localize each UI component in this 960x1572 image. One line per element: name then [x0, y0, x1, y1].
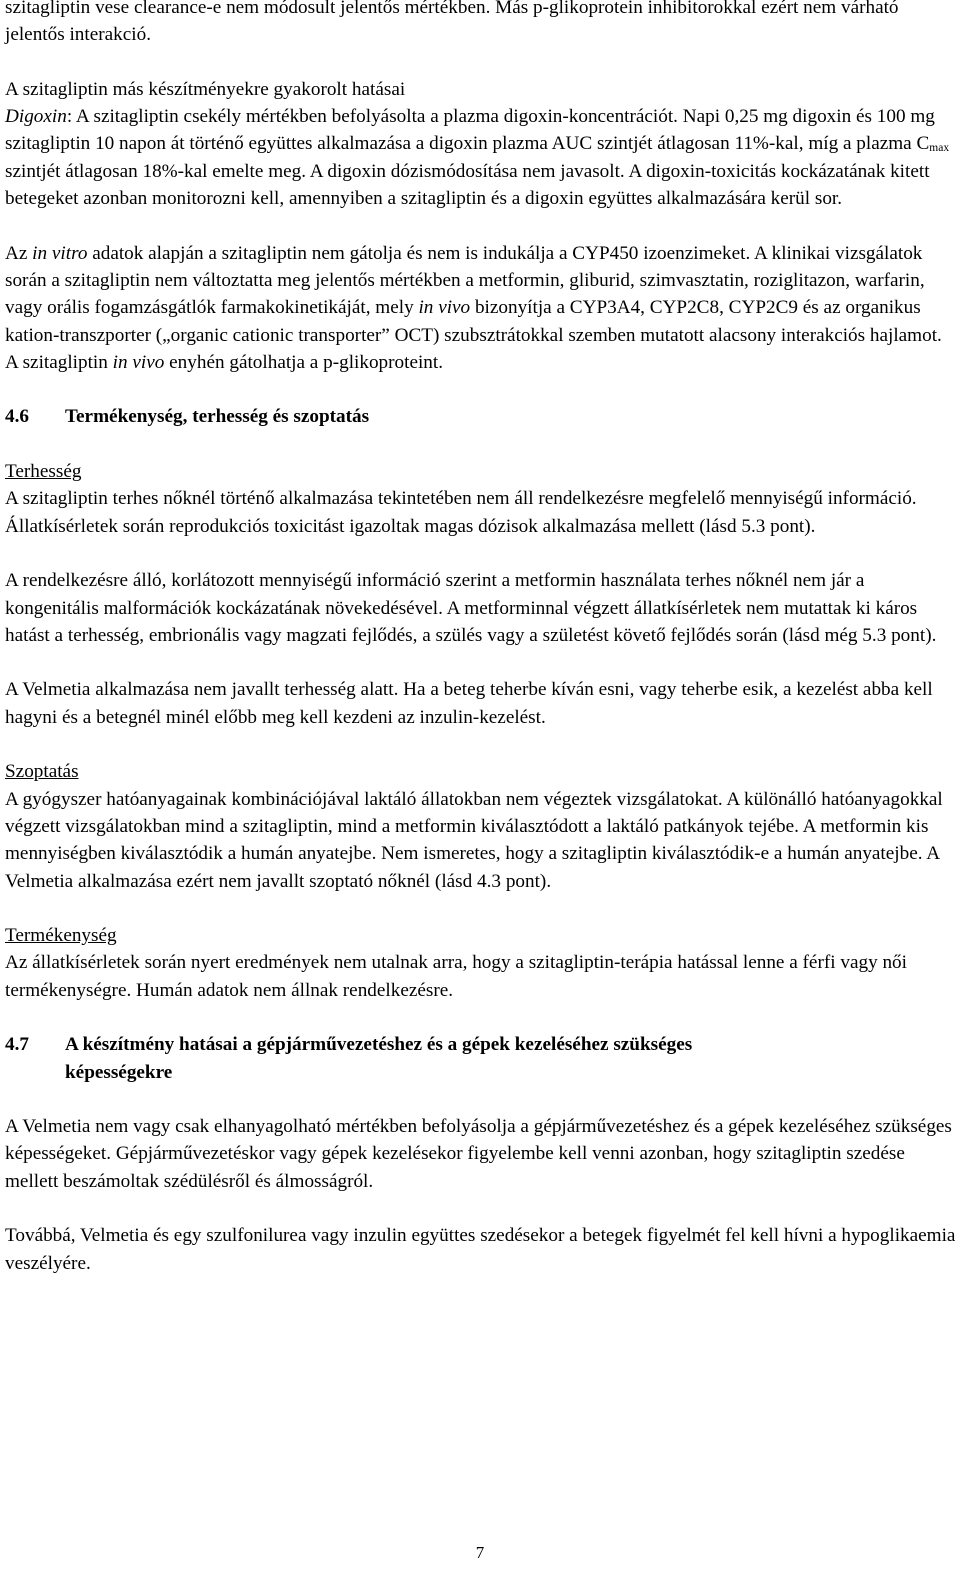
subheading-breastfeeding: Szoptatás [5, 761, 79, 783]
paragraph-pregnancy-1: A szitagliptin terhes nőknél történő alkalmazása tekintetében nem áll rendelkezésre megfelelő mennyiségű információ. Állatkísérletek során reprodukciós toxicitást igazoltak magas dózisok alkalmazása mellett (lásd 5.3 pont). [5, 488, 917, 537]
digoxin-label: Digoxin [5, 106, 67, 128]
invitro-g: enyhén gátolhatja a p-glikoproteint. [164, 351, 444, 373]
cmax-subscript: max [929, 142, 950, 155]
invitro-d: in vivo [418, 297, 471, 319]
section-number-4-7: 4.7 [5, 1034, 29, 1056]
page-number: 7 [475, 1543, 485, 1562]
section-heading-4-6 [5, 403, 957, 430]
paragraph-invitro [5, 240, 957, 376]
invitro-c: adatok alapján a szitagliptin nem gátolja és nem is indukálja a CYP450 izoenzimeket. A klinikai vizsgálatok során a szitagliptin nem változtatta meg jelentős mértékben a metformin, gliburid, szimvasztatin, roziglitazon, warfarin, vagy orális fogamzásgátlók farmakokinetikáját, mely [5, 242, 925, 319]
paragraph-driving-2: Továbbá, Velmetia és egy szulfonilurea vagy inzulin együttes szedésekor a betegek figyelmét fel kell hívni a hypoglikaemia veszélyére. [5, 1225, 956, 1274]
section-title-4-7-line2: képességekre [65, 1061, 173, 1083]
paragraph-pregnancy-2: A rendelkezésre álló, korlátozott mennyiségű információ szerint a metformin használata terhes nőknél nem jár a kongenitális malformációk kockázatának növekedésével. A metforminnal végzett állatkísérletek nem mutattak ki káros hatást a terhesség, embrionális vagy magzati fejlődés, a szülés vagy a születést követő fejlődés során (lásd még 5.3 pont). [5, 570, 937, 646]
paragraph-fertility: Az állatkísérletek során nyert eredmények nem utalnak arra, hogy a szitagliptin-terápia hatással lenne a férfi vagy női termékenységre. Humán adatok nem állnak rendelkezésre. [5, 952, 907, 1001]
section-title-4-7-line1: A készítmény hatásai a gépjárművezetéshez és a gépek kezeléséhez szükséges [65, 1034, 693, 1056]
digoxin-text-2: szintjét átlagosan 18%-kal emelte meg. A digoxin dózismódosítása nem javasolt. A digoxin-toxicitás kockázatának kitett betegeket azonban monitorozni kell, amennyiben a szitagliptin és a digoxin együttes alkalmazására kerül sor. [5, 160, 930, 210]
invitro-e: bizonyítja a CYP3A4, CYP2C8, CYP2C9 és az organikus kation-transzporter („organic cationic transporter” OCT) szubsztrátokkal szemben mutatott alacsony interakciós hajlamot. A szitagliptin [5, 297, 942, 373]
subheading-pregnancy: Terhesség [5, 461, 82, 483]
section-number-4-6: 4.6 [5, 406, 29, 428]
paragraph-digoxin [5, 103, 957, 212]
paragraph-pregnancy-3: A Velmetia alkalmazása nem javallt terhesség alatt. Ha a beteg teherbe kíván esni, vagy teherbe esik, a kezelést abba kell hagyni és a betegnél minél előbb meg kell kezdeni az inzulin-kezelést. [5, 679, 933, 728]
paragraph-pgp: szitagliptin vese clearance-e nem módosult jelentős mértékben. Más p-glikoprotein inhibitorokkal ezért nem várható jelentős interakció. [5, 0, 899, 46]
invitro-b: in vitro [32, 242, 88, 264]
section-title-4-6: Termékenység, terhesség és szoptatás [65, 406, 370, 428]
invitro-a: Az [5, 242, 33, 264]
section-heading-4-7 [5, 1031, 957, 1058]
digoxin-text-1: : A szitagliptin csekély mértékben befolyásolta a plazma digoxin-koncentrációt. Napi 0,25 mg digoxin és 100 mg szitagliptin 10 napon át történő együttes alkalmazása a digoxin plazma AUC szintjét átlagosan 11%-kal, míg a plazma C [5, 106, 935, 155]
paragraph-breastfeeding: A gyógyszer hatóanyagainak kombinációjával laktáló állatokban nem végeztek vizsgálatokat. A különálló hatóanyagokkal végzett vizsgálatokban mind a szitagliptin, mind a metformin kiválasztódott a laktáló patkányok tejébe. A metformin kis mennyiségben kiválasztódik a humán anyatejbe. Nem ismeretes, hogy a szitagliptin kiválasztódik-e a humán anyatejbe. A Velmetia alkalmazása ezért nem javallt szoptató nőknél (lásd 4.3 pont). [5, 788, 943, 892]
invitro-f: in vivo [112, 351, 165, 373]
page-content [5, 0, 957, 1277]
paragraph-driving-1: A Velmetia nem vagy csak elhanyagolható mértékben befolyásolja a gépjárművezetéshez és a gépek kezeléséhez szükséges képességeket. Gépjárművezetéskor vagy gépek kezelésekor figyelembe kell venni azonban, hogy szitagliptin szedése mellett beszámoltak szédülésről és álmosságról. [5, 1116, 952, 1192]
subheading-fertility: Termékenység [5, 925, 117, 947]
subheading-other-effects: A szitagliptin más készítményekre gyakorolt hatásai [5, 78, 406, 100]
